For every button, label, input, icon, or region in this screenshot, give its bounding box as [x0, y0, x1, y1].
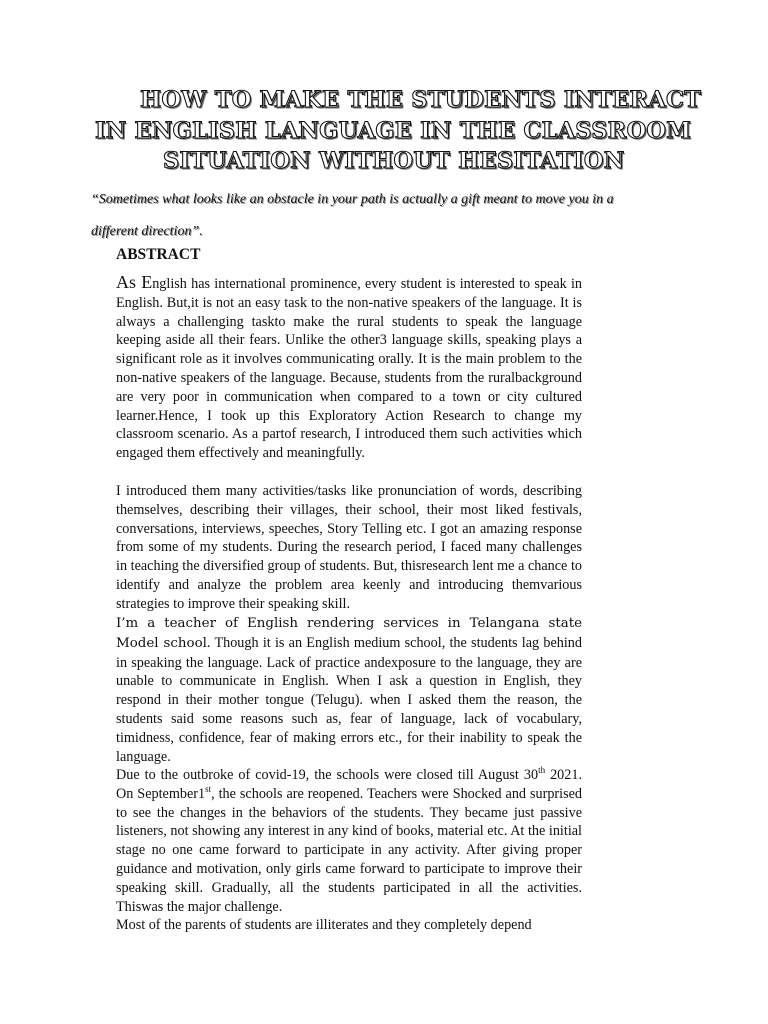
epigraph-quote: “Sometimes what looks like an obstacle in your path is actually a gift meant to move you in a different direction”. — [91, 192, 614, 239]
title-line-3: SITUATION WITHOUT HESITATION — [163, 148, 625, 174]
superscript-th: th — [538, 765, 546, 775]
superscript-st: st — [205, 783, 212, 794]
paragraph-4-text-c: , the schools are reopened. Teachers were Shocked and surprised to see the changes in the behaviors of the students. They became just passive listeners, not showing any interest in any kind of books, material etc. At the initial stage no one came forward to participate in any activity. After giving proper guidance and motivation, only girls came forward to participate to improve their speaking skill. Gradually, all the students participated in all the activities. Thiswas the major challenge. — [116, 785, 582, 915]
abstract-paragraph-1 — [116, 273, 582, 463]
paragraph-4-text-a: Due to the outbroke of covid-19, the schools were closed till August 30 — [116, 767, 539, 783]
title-line-1: HOW TO MAKE THE STUDENTS INTERACT — [140, 87, 702, 113]
title-line-2: IN ENGLISH LANGUAGE IN THE CLASSROOM — [95, 118, 692, 144]
abstract-heading: ABSTRACT — [116, 246, 201, 263]
paragraph-lead-text: As E — [116, 272, 153, 292]
paragraph-3-text: . Though it is an English medium school, the students lag behind in speaking the language. Lack of practice andexposure to the language, they are unable to communicate in English. When I ask a question in English, they respond in their mother tongue (Telugu). when I asked them the reason, the students said some reasons such as, fear of language, lack of vocabulary, timidness, confidence, fear of making errors etc., for their inability to speak the language. — [116, 634, 582, 765]
paragraph-1-text: nglish has international prominence, every student is interested to speak in English. But,it is not an easy task to the non-native speakers of the language. It is always a challenging taskto make the rural students to speak the language keeping aside all their fears. Unlike the other3 language skills, speaking plays a significant role as it involves communicating orally. It is the main problem to the non-native speakers of the language. Because, students from the ruralbackground are very poor in communication when compared to a town or city cultured learner.Hence, I took up this Exploratory Action Research to change my classroom scenario. As a partof research, I introduced them such activities which engaged them effectively and meaningfully. — [116, 276, 582, 462]
abstract-paragraph-5: Most of the parents of students are illiterates and they completely depend — [116, 917, 532, 933]
abstract-paragraph-2: I introduced them many activities/tasks like pronunciation of words, describing themselves, describing their villages, their school, their most liked festivals, conversations, interviews, speeches, Story Telling etc. I got an amazing response from some of my students. During the research period, I faced many challenges in teaching the diversified group of students. But, thisresearch lent me a chance to identify and analyze the problem area keenly and introducing themvarious strategies to improve their speaking skill. — [116, 483, 582, 612]
paragraph-4-text-b: 2021. On September1 — [116, 767, 582, 802]
abstract-paragraph-3 — [116, 614, 582, 766]
teacher-intro-text: I’m a teacher of English rendering services in Telangana state Model school — [116, 616, 582, 651]
abstract-paragraph-4 — [116, 766, 582, 916]
